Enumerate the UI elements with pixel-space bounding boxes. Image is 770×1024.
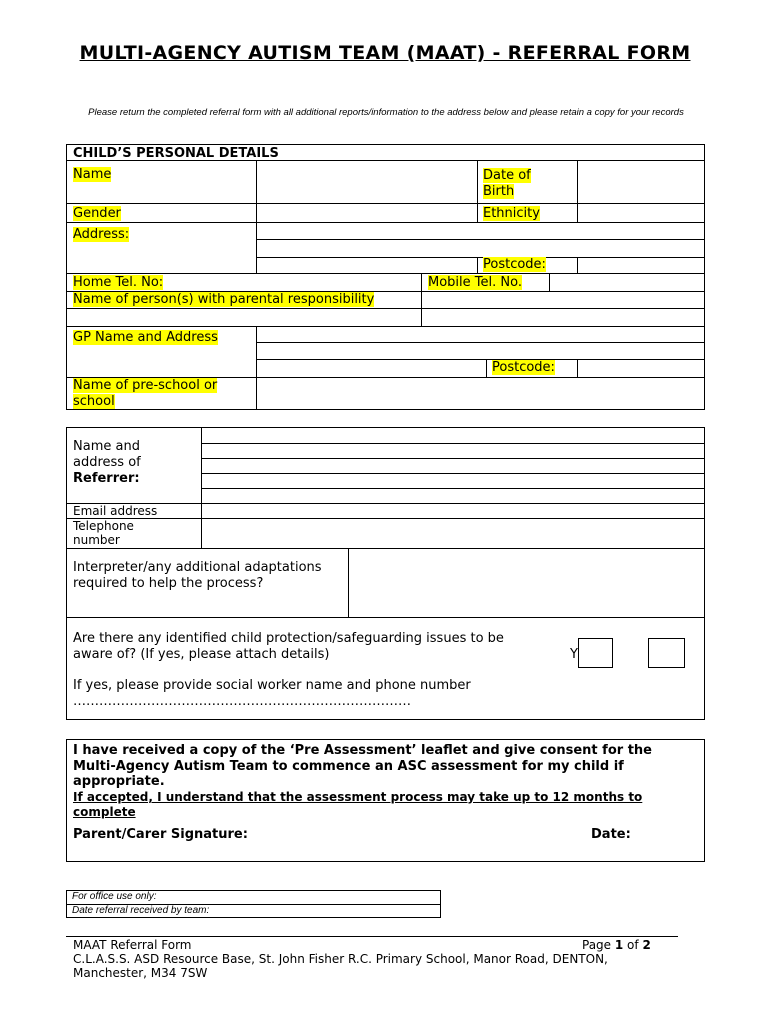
interpreter-field[interactable] (349, 549, 704, 616)
school-field[interactable] (257, 378, 704, 409)
gp-postcode-field[interactable] (578, 360, 704, 376)
safeguarding-no-checkbox[interactable] (648, 638, 685, 668)
instructions-text: Please return the completed referral form with all additional reports/information to the address below and please retain a copy for your records (88, 107, 684, 118)
referrer-telephone-field[interactable] (202, 519, 704, 547)
home-tel-label: Home Tel. No: (73, 275, 164, 290)
page-title: MULTI-AGENCY AUTISM TEAM (MAAT) - REFERRAL FORM (79, 42, 691, 64)
home-tel-field[interactable] (257, 274, 420, 290)
address-label: Address: (73, 227, 130, 242)
social-worker-field[interactable]: …………………………………………………………………… (73, 694, 411, 709)
safeguarding-question: Are there any identified child protection/safeguarding issues to be aware of? (If yes, please attach details) (73, 631, 504, 662)
referrer-label-line-1: Name and (73, 439, 140, 454)
gender-field[interactable] (257, 204, 476, 221)
divider (486, 359, 487, 377)
divider (421, 273, 422, 291)
referrer-label-line-3: Referrer: (73, 471, 140, 486)
referrer-email-field[interactable] (202, 504, 704, 517)
child-name-field[interactable] (257, 161, 476, 202)
referrer-name-address-field[interactable] (202, 428, 704, 502)
mobile-tel-label: Mobile Tel. No. (428, 275, 522, 290)
parental-responsibility-field[interactable] (422, 292, 704, 325)
footer-form-name: MAAT Referral Form (73, 938, 192, 952)
yes-marker: Y (570, 647, 578, 662)
gp-address-field[interactable] (257, 327, 704, 358)
social-worker-label: If yes, please provide social worker name and phone number (73, 678, 471, 693)
safeguarding-yes-checkbox[interactable] (578, 638, 613, 668)
date-label: Date: (591, 827, 631, 842)
address-field[interactable] (257, 223, 704, 256)
name-label: Name (73, 167, 112, 182)
interpreter-label: Interpreter/any additional adaptations required to help the process? (73, 560, 322, 591)
mobile-tel-field[interactable] (550, 274, 704, 290)
telephone-label: Telephone number (73, 519, 134, 547)
section-title-personal: CHILD’S PERSONAL DETAILS (73, 146, 279, 161)
footer-address-line-2: Manchester, M34 7SW (73, 966, 208, 980)
footer-address-line-1: C.L.A.S.S. ASD Resource Base, St. John Fisher R.C. Primary School, Manor Road, DENTON, (73, 952, 608, 966)
gp-label: GP Name and Address (73, 330, 218, 345)
ethnicity-field[interactable] (578, 204, 704, 221)
footer-rule (66, 936, 678, 937)
gender-label: Gender (73, 206, 121, 221)
date-received-label: Date referral received by team: (72, 905, 210, 916)
page-number: Page 1 of 2 (582, 938, 651, 952)
gp-postcode-label: Postcode: (492, 360, 555, 375)
parental-responsibility-label: Name of person(s) with parental responsibility (73, 292, 375, 307)
postcode-label: Postcode: (483, 257, 546, 272)
assessment-timescale: If accepted, I understand that the assessment process may take up to 12 months to complete (73, 790, 643, 819)
signature-date-field[interactable] (636, 822, 700, 848)
referrer-label-line-2: address of (73, 455, 141, 470)
email-label: Email address (73, 504, 158, 518)
divider (66, 617, 705, 618)
ethnicity-label: Ethnicity (483, 206, 540, 221)
divider (477, 257, 478, 273)
date-of-birth-field[interactable] (578, 161, 704, 202)
consent-statement: I have received a copy of the ‘Pre Assessment’ leaflet and give consent for the Multi-Agency Autism Team to commence an ASC assessment for my child if appropriate. (73, 743, 652, 789)
office-use-label: For office use only: (72, 891, 157, 902)
dob-label: Date of Birth (483, 168, 531, 199)
divider (477, 160, 478, 222)
signature-field[interactable] (270, 822, 570, 848)
signature-label: Parent/Carer Signature: (73, 827, 248, 842)
school-label: Name of pre-school or school (73, 378, 218, 409)
postcode-field[interactable] (578, 258, 704, 272)
